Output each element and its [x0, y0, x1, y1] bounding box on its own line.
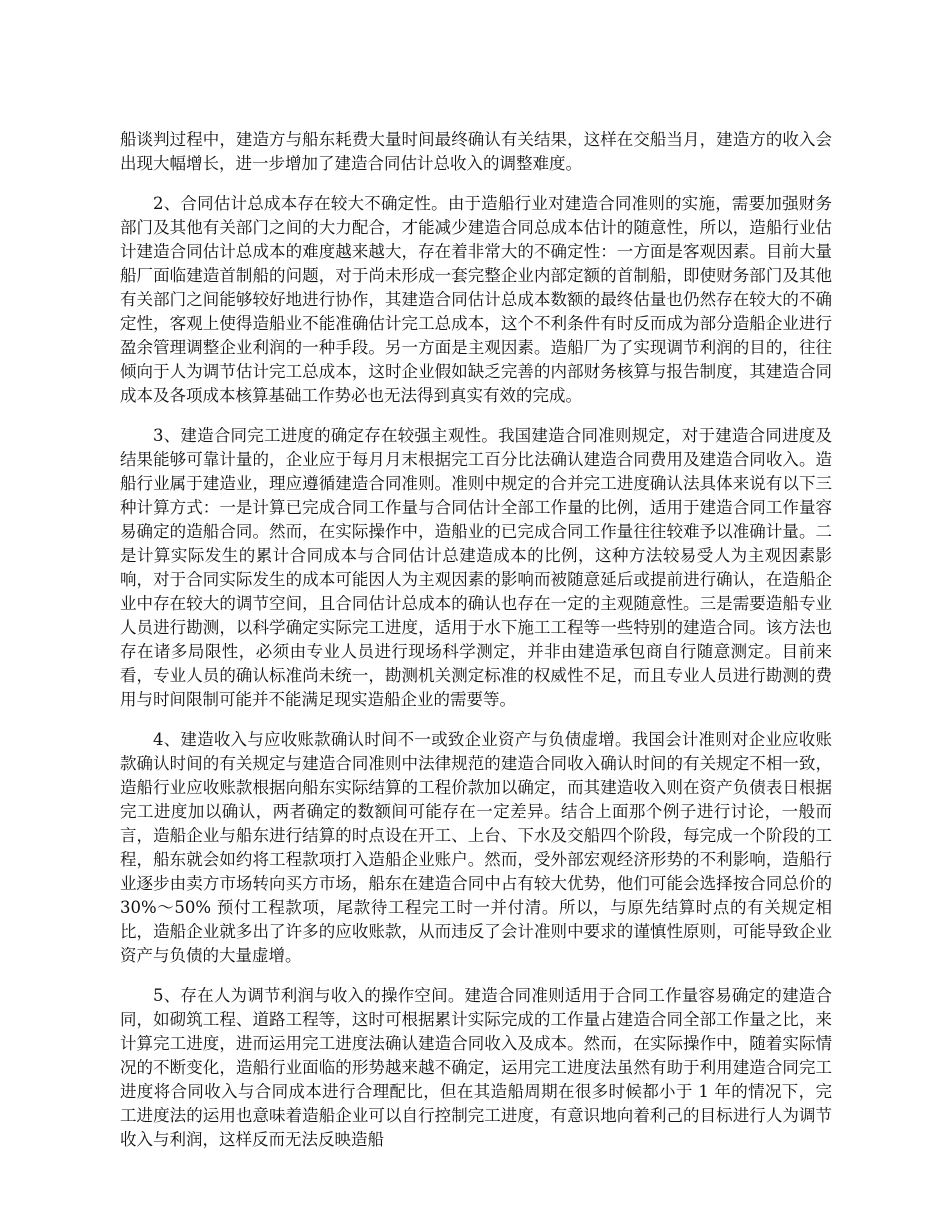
paragraph-continuation: 船谈判过程中，建造方与船东耗费大量时间最终确认有关结果，这样在交船当月，建造方的收入会出现大幅增长，进一步增加了建造合同估计总收入的调整难度。 — [120, 130, 832, 173]
paragraph-item-2: 2、合同估计总成本存在较大不确定性。由于造船行业对建造合同准则的实施，需要加强财务部门及其他有关部门之间的大力配合，才能减少建造合同总成本估计的随意性，所以，造船行业估计建造合同估计总成本的难度越来越大，存在着非常大的不确定性：一方面是客观因素。目前大量船厂面临建造首制船的问题，对于尚未形成一套完整企业内部定额的首制船，即使财务部门及其他有关部门之间能够较好地进行协作，其建造合同估计总成本数额的最终估量也仍然存在较大的不确定性，客观上使得造船业不能准确估计完工总成本，这个不利条件有时反而成为部分造船企业进行盈余管理调整企业利润的一种手段。另一方面是主观因素。造船厂为了实现调节利润的目的，往往倾向于人为调节估计完工总成本，这时企业假如缺乏完善的内部财务核算与报告制度，其建造合同成本及各项成本核算基础工作势必也无法得到真实有效的完成。 — [120, 194, 832, 405]
paragraph-item-3: 3、建造合同完工进度的确定存在较强主观性。我国建造合同准则规定，对于建造合同进度及结果能够可靠计量的，企业应于每月月末根据完工百分比法确认建造合同费用及建造合同收入。造船行业属于建造业，理应遵循建造合同准则。准则中规定的合并完工进度确认法具体来说有以下三种计算方式：一是计算已完成合同工作量与合同估计全部工作量的比例，适用于建造合同工作量容易确定的造船合同。然而，在实际操作中，造船业的已完成合同工作量往往较难予以准确计量。二是计算实际发生的累计合同成本与合同估计总建造成本的比例，这种方法较易受人为主观因素影响，对于合同实际发生的成本可能因人为主观因素的影响而被随意延后或提前进行确认，在造船企业中存在较大的调节空间，且合同估计总成本的确认也存在一定的主观随意性。三是需要造船专业人员进行勘测，以科学确定实际完工进度，适用于水下施工工程等一些特别的建造合同。该方法也存在诸多局限性，必须由专业人员进行现场科学测定，并非由建造承包商自行随意测定。目前来看，专业人员的确认标准尚未统一，勘测机关测定标准的权威性不足，而且专业人员进行勘测的费用与时间限制可能并不能满足现实造船企业的需要等。 — [120, 426, 832, 709]
paragraph-item-4: 4、建造收入与应收账款确认时间不一或致企业资产与负债虚增。我国会计准则对企业应收账款确认时间的有关规定与建造合同准则中法律规范的建造合同收入确认时间的有关规定不相一致，造船行业应收账款根据向船东实际结算的工程价款加以确定，而其建造收入则在资产负债表日根据完工进度加以确认，两者确定的数额间可能存在一定差异。结合上面那个例子进行讨论，一般而言，造船企业与船东进行结算的时点设在开工、上台、下水及交船四个阶段，每完成一个阶段的工程，船东就会如约将工程款项打入造船企业账户。然而，受外部宏观经济形势的不利影响，造船行业逐步由卖方市场转向买方市场，船东在建造合同中占有较大优势，他们可能会选择按合同总价的 30%～50% 预付工程款项，尾款待工程完工时一并付清。所以，与原先结算时点的有关规定相比，造船企业就多出了许多的应收账款，从而违反了会计准则中要求的谨慎性原则，可能导致企业资产与负债的大量虚增。 — [120, 730, 832, 965]
document-body — [120, 128, 832, 1152]
paragraph-item-5: 5、存在人为调节利润与收入的操作空间。建造合同准则适用于合同工作量容易确定的建造合同，如砌筑工程、道路工程等，这时可根据累计实际完成的工作量占建造合同全部工作量之比，来计算完工进度，进而运用完工进度法确认建造合同收入及成本。然而，在实际操作中，随着实际情况的不断变化，造船行业面临的形势越来越不确定，运用完工进度法虽然有助于利用建造合同完工进度将合同收入与合同成本进行合理配比，但在其造船周期在很多时候都小于 1 年的情况下，完工进度法的运用也意味着造船企业可以自行控制完工进度，有意识地向着利己的目标进行人为调节收入与利润，这样反而无法反映造船 — [120, 986, 832, 1149]
